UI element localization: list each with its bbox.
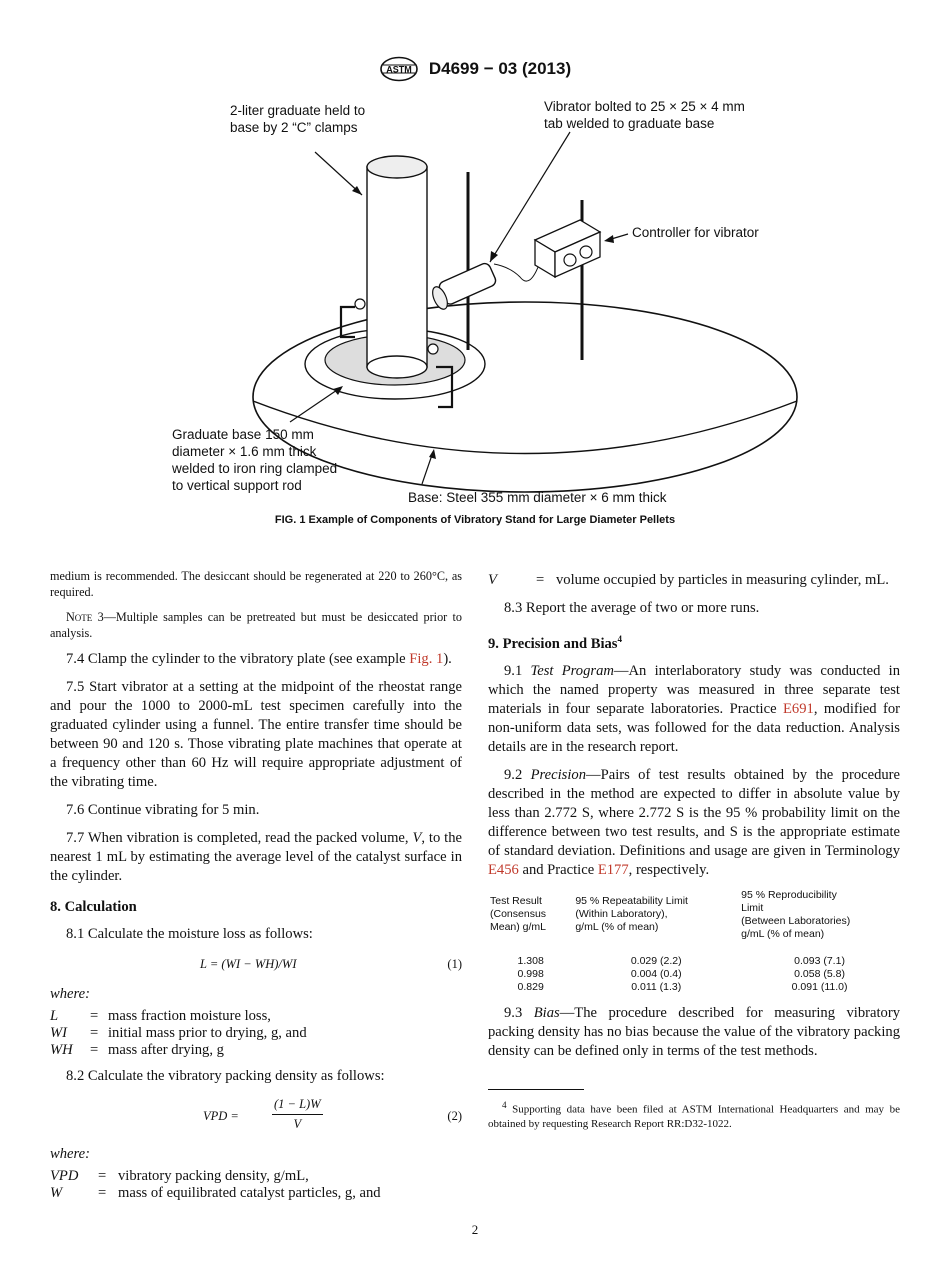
note-3: Note 3—Multiple samples can be pretreated but must be desiccated prior to analysis. [50,610,463,640]
label-graduate-base: Graduate base 150 mm diameter × 1.6 mm thick welded to iron ring clamped to vertical support rod [172,427,338,493]
para-8-1: 8.1 Calculate the moisture loss as follows: [66,926,313,942]
definition-row: WI = initial mass prior to drying, g, and [50,1025,307,1041]
para-8-2: 8.2 Calculate the vibratory packing density as follows: [66,1068,385,1084]
where-label-2: where: [50,1146,90,1162]
astm-logo-icon [379,56,419,82]
document-designation: D4699 − 03 (2013) [428,59,572,78]
column-header: 95 % Reproducibility Limit (Between Laboratories) g/mL (% of mean) [741,888,851,940]
para-7-5: 7.5 Start vibrator at a setting at the midpoint of the rheostat range and pour the 1000 to 2000-mL test specimen carefully into the graduated cylinder using a funnel. The entire transfer time should be between 90 and 120 s. Those vibrating plate machines that operate at a frequency other than 60 Hz will require appropriate adjustment of the vibrating time. [50,679,462,790]
definition-v [488,572,900,589]
para-7-7: 7.7 When vibration is completed, read the packed volume, V, to the nearest 1 mL by estimating the average level of the catalyst surface in the cylinder. [50,830,462,884]
e177-link[interactable]: E177 [597,861,629,878]
footnote-4: $^4$ Supporting data have been filed at ASTM International Headquarters and may be obtained by requesting Research Report RR:D32-1022. [488,1099,900,1130]
svg-text:ASTM: ASTM [386,64,412,75]
table-row: 0.998 0.004 (0.4) 0.058 (5.8) [517,967,845,980]
footnote-rule [488,1089,584,1090]
definition-row: L = mass fraction moisture loss, [50,1008,271,1024]
definition-row: VPD = vibratory packing density, g/mL, [50,1168,309,1184]
e456-link[interactable]: E456 [488,861,519,878]
table-header-row [488,889,900,955]
precision-table [488,889,900,994]
definitions-2 [50,1168,462,1202]
label-controller: Controller for vibrator [632,225,759,240]
table-row: 1.308 0.029 (2.2) 0.093 (7.1) [517,954,845,967]
label-steel-base: Base: Steel 355 mm diameter × 6 mm thick [408,490,667,505]
definitions-1 [50,1008,462,1059]
page-number: 2 [471,1222,479,1237]
para-9-1: 9.1 Test Program—An interlaboratory study was conducted in which the named property was measured in three separate test materials in four separate laboratories. Practice E691, modified for non-uniform data sets, was followed for the data reduction. Analysis details are in the research report. [488,662,901,755]
definition-row: V = volume occupied by particles in measuring cylinder, mL. [488,572,889,588]
equation-1: L = (WI − WH)/WI (1) [200,957,462,971]
definition-row: WH = mass after drying, g [50,1042,224,1058]
column-header: Test Result (Consensus Mean) g/mL [490,895,547,934]
column-header: 95 % Repeatability Limit (Within Laboratory), g/mL (% of mean) [575,895,688,934]
label-vibrator: Vibrator bolted to 25 × 25 × 4 mm tab welded to graduate base [544,99,745,131]
e691-link[interactable]: E691 [783,700,814,717]
para-7-4: 7.4 Clamp the cylinder to the vibratory plate (see example Fig. 1). [66,651,452,667]
figure-caption: FIG. 1 Example of Components of Vibratory Stand for Large Diameter Pellets [274,514,676,526]
label-graduate: 2-liter graduate held to base by 2 “C” clamps [230,103,366,135]
left-column [50,568,462,1202]
right-column [488,572,900,1140]
para-9-3: 9.3 Bias—The procedure described for measuring vibratory packing density has no bias because the value of the vibratory packing density can be defined only in terms of the test methods. [488,1004,900,1059]
definition-row: W = mass of equilibrated catalyst particles, g, and [50,1185,381,1201]
graduate-cylinder [367,167,427,367]
fig-1-link[interactable]: Fig. 1 [409,651,444,667]
para-8-3: 8.3 Report the average of two or more runs. [504,600,760,616]
para-9-2: 9.2 Precision—Pairs of test results obtained by the procedure described in the method are expected to differ in absolute value by less than 2.772 S, where 2.772 S is the 95 % probability limit on the difference between two test results, and S is the appropriate estimate of standard deviation. Definitions and usage are given in Terminology E456 and Practice E177, respectively. [488,766,901,878]
equation-2: VPD = $\frac{(1 - L)W}{V}$ (2) [203,1097,462,1131]
continued-paragraph: medium is recommended. The desiccant should be regenerated at 220 to 260°C, as required. [50,569,462,599]
figure-1 [150,92,810,512]
para-7-6: 7.6 Continue vibrating for 5 min. [66,802,260,818]
page-header [0,56,950,82]
table-row: 0.829 0.011 (1.3) 0.091 (11.0) [517,980,848,993]
section-9-heading: 9. Precision and Bias$^4$ [488,634,622,652]
where-label-1: where: [50,986,90,1002]
section-8-heading: 8. Calculation [50,899,137,915]
